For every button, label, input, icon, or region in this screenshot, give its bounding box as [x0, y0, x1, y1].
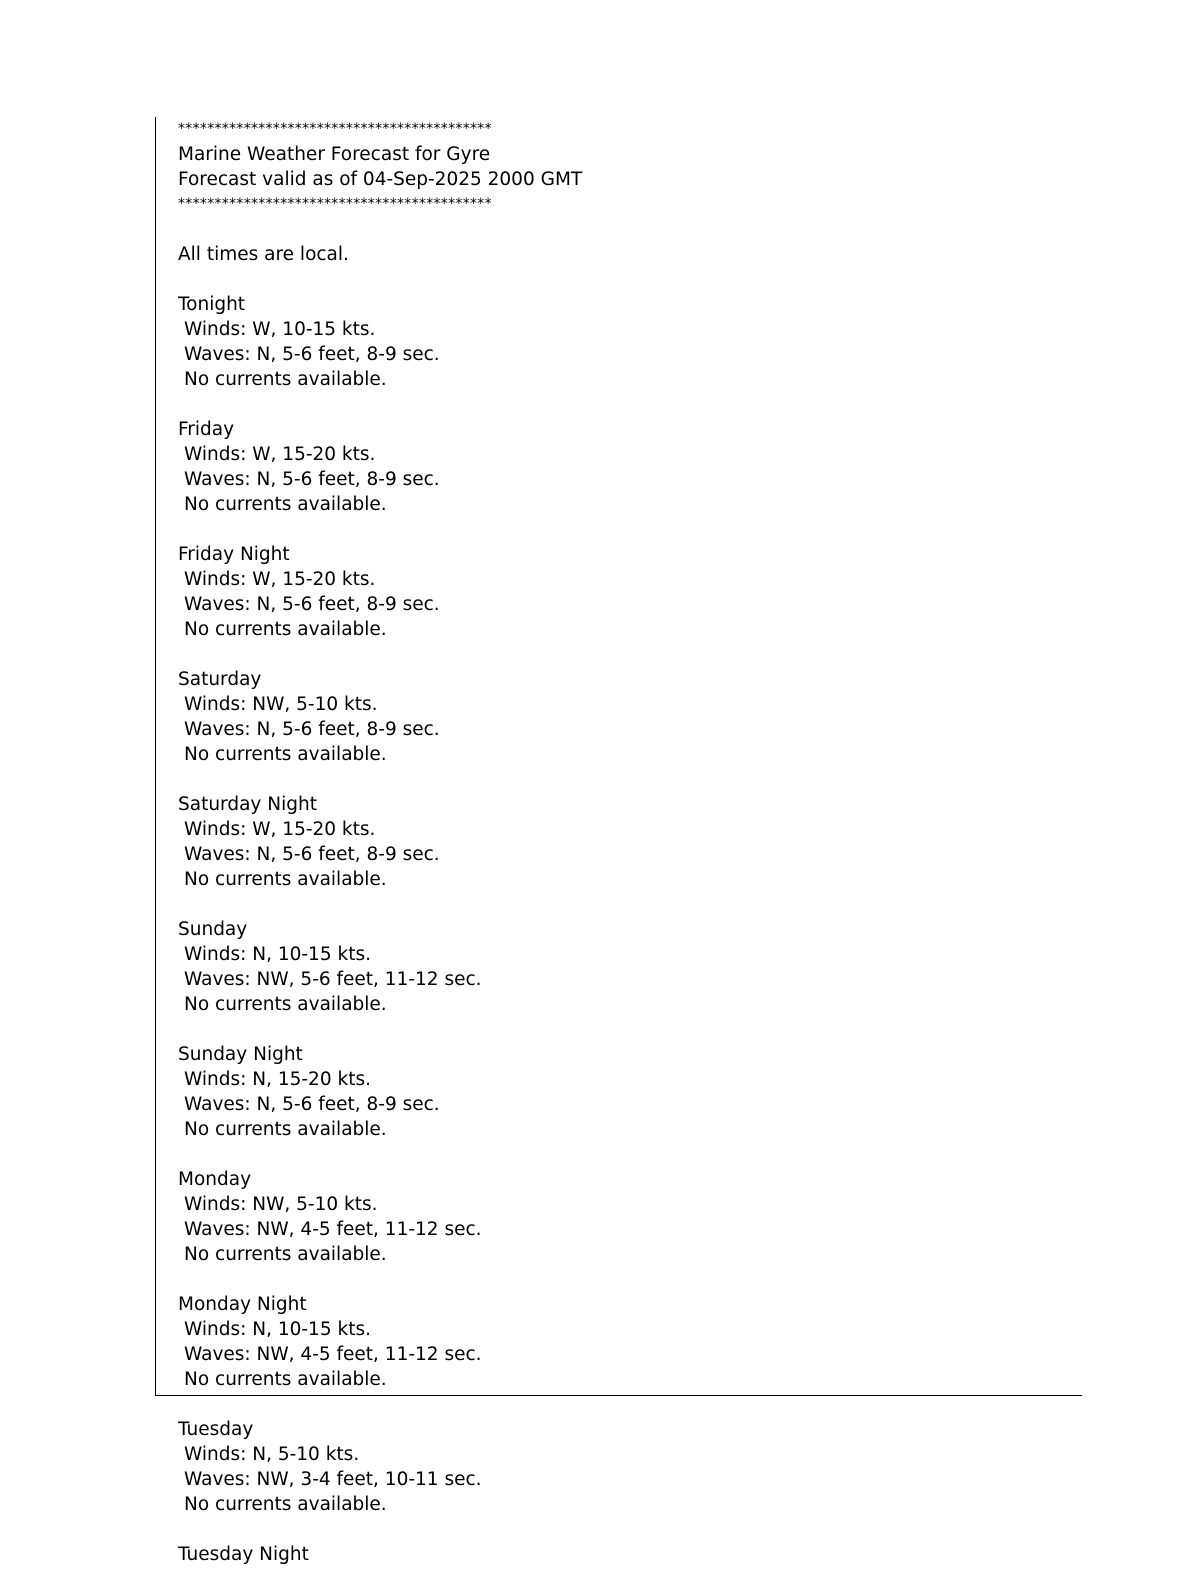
- period-currents: No currents available.: [184, 1244, 387, 1265]
- period-currents: No currents available.: [184, 619, 387, 640]
- period-winds: Winds: N, 15-20 kts.: [184, 1069, 371, 1090]
- period-winds: Winds: W, 10-15 kts.: [184, 319, 376, 340]
- header-stars-bottom: *******************************************: [178, 196, 492, 212]
- period-waves: Waves: N, 5-6 feet, 8-9 sec.: [184, 469, 440, 490]
- period-winds: Winds: W, 15-20 kts.: [184, 569, 376, 590]
- period-saturday-night: [178, 792, 1058, 892]
- period-winds: Winds: NW, 5-10 kts.: [184, 694, 378, 715]
- period-name: Sunday Night: [178, 1044, 303, 1065]
- period-waves: Waves: N, 5-6 feet, 8-9 sec.: [184, 844, 440, 865]
- period-name: Saturday Night: [178, 794, 317, 815]
- period-currents: No currents available.: [184, 744, 387, 765]
- period-waves: Waves: NW, 5-6 feet, 11-12 sec.: [184, 969, 482, 990]
- period-waves: Waves: N, 5-6 feet, 8-9 sec.: [184, 1094, 440, 1115]
- period-winds: Winds: W, 15-20 kts.: [184, 444, 376, 465]
- period-winds: Winds: NW, 5-10 kts.: [184, 1194, 378, 1215]
- period-waves: Waves: N, 5-6 feet, 8-9 sec.: [184, 719, 440, 740]
- period-name: Friday Night: [178, 544, 290, 565]
- period-tuesday-night: [178, 1542, 1058, 1567]
- period-currents: No currents available.: [184, 1119, 387, 1140]
- period-saturday: [178, 667, 1058, 767]
- period-winds: Winds: W, 15-20 kts.: [184, 819, 376, 840]
- period-name: Friday: [178, 419, 235, 440]
- period-currents: No currents available.: [184, 494, 387, 515]
- period-name: Tonight: [178, 294, 246, 315]
- period-currents: No currents available.: [184, 1369, 387, 1390]
- period-name: Monday: [178, 1169, 252, 1190]
- period-tuesday: [178, 1417, 1058, 1517]
- period-monday: [178, 1167, 1058, 1267]
- forecast-title: Marine Weather Forecast for Gyre: [178, 144, 491, 165]
- local-time-note: All times are local.: [178, 244, 349, 265]
- period-friday: [178, 417, 1058, 517]
- period-name: Saturday: [178, 669, 262, 690]
- period-currents: No currents available.: [184, 994, 387, 1015]
- period-winds: Winds: N, 10-15 kts.: [184, 944, 371, 965]
- period-name: Tuesday Night: [178, 1544, 309, 1565]
- forecast-text: [178, 117, 1058, 1567]
- period-sunday-night: [178, 1042, 1058, 1142]
- period-friday-night: [178, 542, 1058, 642]
- header-stars-top: *******************************************: [178, 121, 492, 137]
- period-winds: Winds: N, 10-15 kts.: [184, 1319, 371, 1340]
- period-name: Monday Night: [178, 1294, 307, 1315]
- period-waves: Waves: NW, 3-4 feet, 10-11 sec.: [184, 1469, 482, 1490]
- forecast-valid-time: Forecast valid as of 04-Sep-2025 2000 GMT: [178, 169, 583, 190]
- period-currents: No currents available.: [184, 869, 387, 890]
- period-waves: Waves: N, 5-6 feet, 8-9 sec.: [184, 594, 440, 615]
- period-name: Sunday: [178, 919, 248, 940]
- period-sunday: [178, 917, 1058, 1017]
- period-waves: Waves: NW, 4-5 feet, 11-12 sec.: [184, 1219, 482, 1240]
- period-waves: Waves: NW, 4-5 feet, 11-12 sec.: [184, 1344, 482, 1365]
- period-monday-night: [178, 1292, 1058, 1392]
- period-name: Tuesday: [178, 1419, 254, 1440]
- period-currents: No currents available.: [184, 369, 387, 390]
- period-currents: No currents available.: [184, 1494, 387, 1515]
- period-waves: Waves: N, 5-6 feet, 8-9 sec.: [184, 344, 440, 365]
- frame-left-border: [155, 117, 156, 1396]
- period-tonight: [178, 292, 1058, 392]
- period-winds: Winds: N, 5-10 kts.: [184, 1444, 360, 1465]
